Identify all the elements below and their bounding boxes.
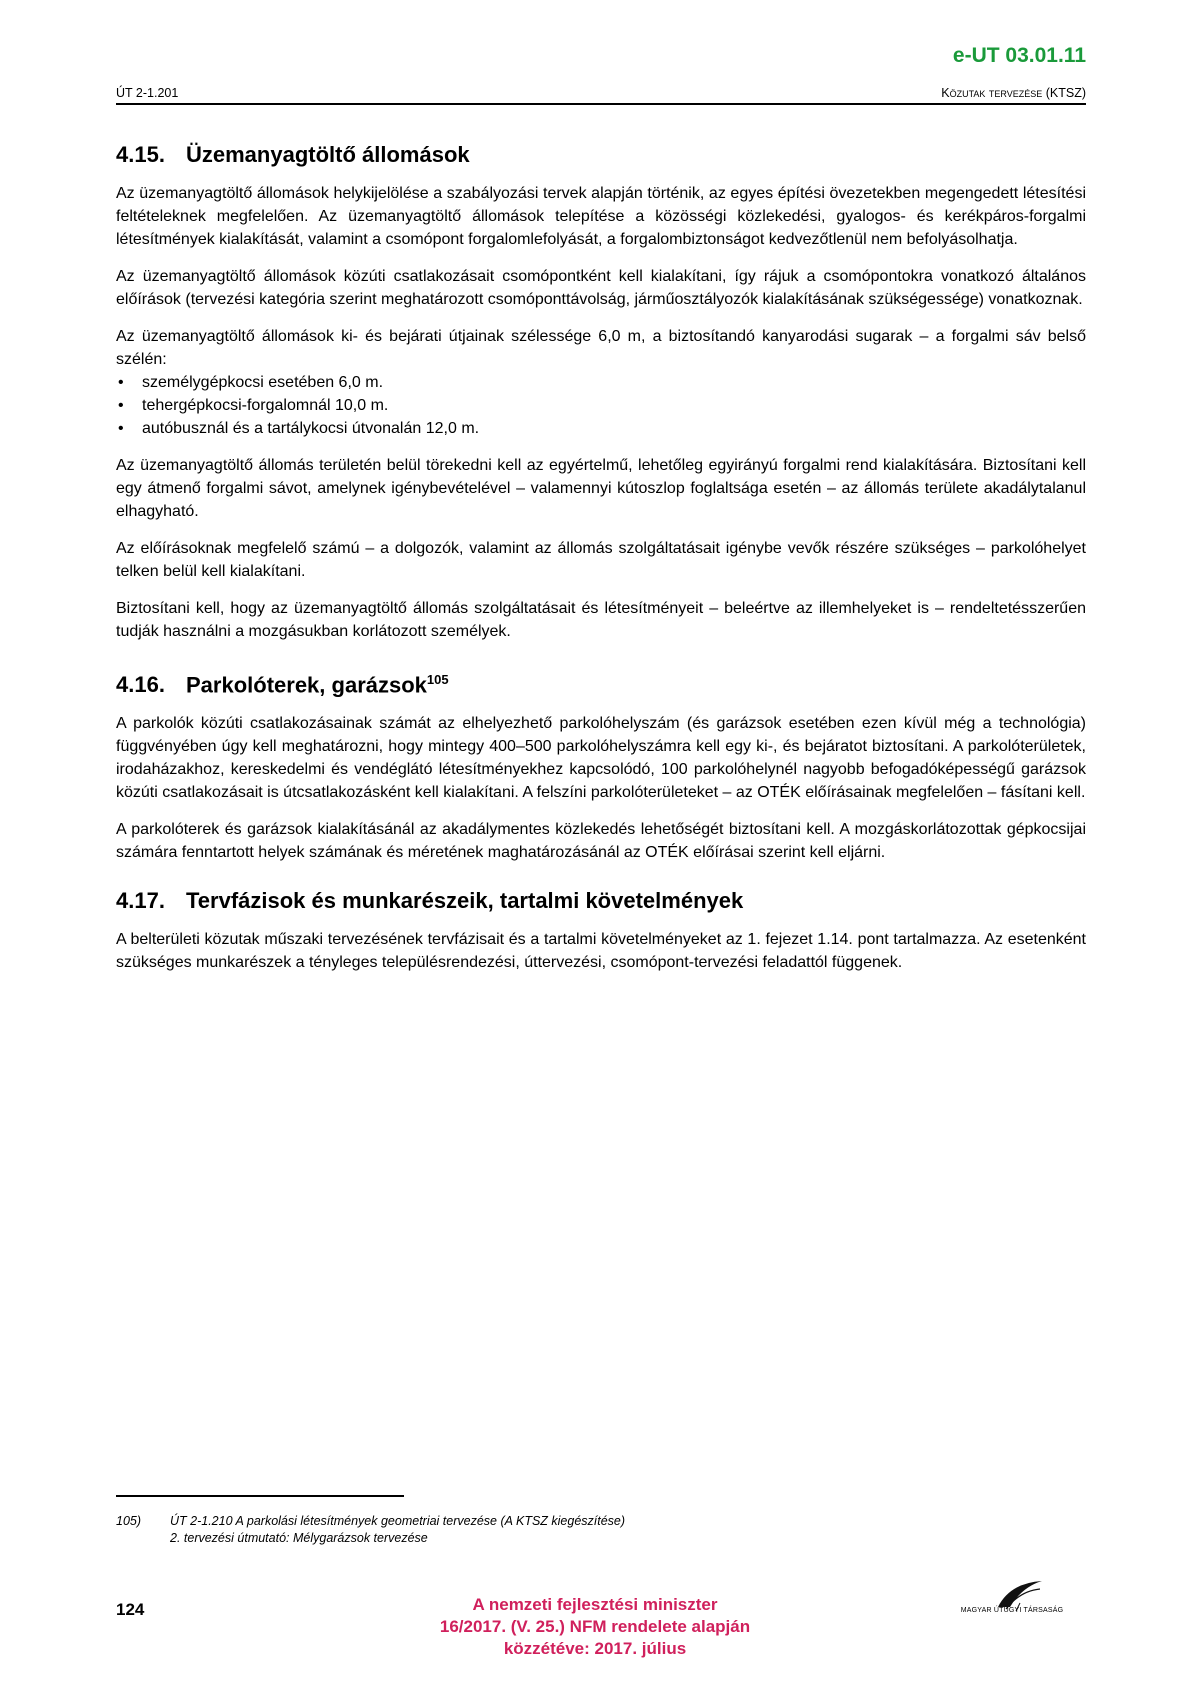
paragraph: Biztosítani kell, hogy az üzemanyagtöltő állomás szolgáltatásait és létesítményeit – beleértve az illemhelyeket is – rendeltetésszerűen tudják használni a mozgásukban korlátozott személyek.	[116, 600, 1086, 640]
section-number: 4.17.	[116, 888, 165, 914]
list-item-text: tehergépkocsi-forgalomnál 10,0 m.	[142, 397, 389, 414]
paragraph: Az üzemanyagtöltő állomások ki- és bejárati útjainak szélessége 6,0 m, a biztosítandó kanyarodási sugarak – a forgalmi sáv belső szélén:	[116, 328, 1086, 368]
footnote-rule	[116, 1495, 404, 1497]
page-number: 124	[116, 1600, 145, 1619]
section-title: Tervfázisok és munkarészeik, tartalmi követelmények	[186, 888, 744, 914]
paragraph: Az előírásoknak megfelelő számú – a dolgozók, valamint az állomás szolgáltatásait igénybe vevők részére szükséges – parkolóhelyet telken belül kell kialakítani.	[116, 540, 1086, 580]
page-content	[116, 140, 1086, 996]
publisher-note	[400, 1594, 790, 1660]
section-heading	[116, 140, 1086, 170]
list-item-text: autóbusznál és a tartálykocsi útvonalán 12,0 m.	[142, 420, 480, 437]
paragraph: A parkolóterek és garázsok kialakításánál az akadálymentes közlekedés lehetőségét biztosítani kell. A mozgáskorlátozottak gépkocsijai számára fenntartott helyek számának és méretének maghatározásánál az OTÉK előírásai szerint kell eljárni.	[116, 821, 1086, 862]
footnote	[116, 1513, 625, 1547]
bullet-icon: •	[118, 420, 124, 437]
section-4-16	[116, 665, 1086, 864]
section-number: 4.16.	[116, 672, 165, 698]
footnote-line: ÚT 2-1.210 A parkolási létesítmények geometriai tervezése (A KTSZ kiegészítése)	[170, 1514, 626, 1528]
section-title: Parkolóterek, garázsok	[186, 672, 427, 698]
bullet-icon: •	[118, 397, 124, 414]
header-document-title: Közutak tervezése (KTSZ)	[941, 86, 1086, 100]
header-standard-number: ÚT 2-1.201	[116, 86, 179, 100]
section-4-15	[116, 140, 1086, 643]
section-heading	[116, 886, 1086, 916]
list-item-text: személygépkocsi esetében 6,0 m.	[142, 374, 384, 391]
publisher-line: A nemzeti fejlesztési miniszter	[472, 1595, 718, 1614]
footnote-reference[interactable]: 105	[426, 672, 449, 687]
logo-text: MAGYAR ÚTÜGYI TÁRSASÁG	[960, 1607, 1064, 1614]
footnote-number: 105)	[116, 1514, 142, 1528]
paragraph: Az üzemanyagtöltő állomás területén belül törekedni kell az egyértelmű, lehetőleg egyirányú forgalmi rend kialakítására. Biztosítani kell egy átmenő forgalmi sávot, amelynek igénybevételével – valamennyi kútoszlop foglaltsága esetén – az állomás területe akadálytalanul elhagyható.	[116, 457, 1086, 520]
section-number: 4.15.	[116, 142, 165, 167]
section-title: Üzemanyagtöltő állomások	[186, 142, 470, 167]
document-code: e-UT 03.01.11	[952, 44, 1086, 67]
paragraph: Az üzemanyagtöltő állomások közúti csatlakozásait csomópontként kell kialakítani, így rájuk a csomópontokra vonatkozó általános előírások (tervezési kategória szerint meghatározott csomóponttávolság, járműosztályozók kialakításának szükségessége) vonatkoznak.	[116, 268, 1086, 308]
paragraph: A parkolók közúti csatlakozásainak számát az elhelyezhető parkolóhelyszám (és garázsok esetében ezen kívül még a technológia) függvényében úgy kell meghatározni, hogy mintegy 400–500 parkolóhelyszámra kell egy ki-, és bejáratot biztosítani. A parkolóterületek, irodaházakhoz, kereskedelmi és vendéglátó létesítményekhez kapcsolódó, 100 parkolóhelynél nagyobb befogadóképességű garázsok közúti csatlakozásait is útcsatlakozásként kell kialakítani. A felszíni parkolóterületeket – az OTÉK előírásainak megfelelően – fásítani kell.	[116, 715, 1086, 802]
publisher-line: közzétéve: 2017. július	[503, 1639, 687, 1658]
bullet-icon: •	[118, 374, 124, 391]
publisher-line: 16/2017. (V. 25.) NFM rendelete alapján	[439, 1617, 751, 1636]
list-item	[116, 394, 1086, 417]
bullet-list	[116, 371, 1086, 440]
footnote-line: 2. tervezési útmutató: Mélygarázsok tervezése	[170, 1531, 428, 1545]
list-item	[116, 371, 1086, 394]
header-rule	[116, 103, 1086, 105]
list-item	[116, 417, 1086, 440]
paragraph: Az üzemanyagtöltő állomások helykijelölése a szabályozási tervek alapján történik, az egyes építési övezetekben megengedett létesítési feltételeknek megfelelően. Az üzemanyagtöltő állomások telepítése a közösségi közlekedési, gyalogos- és kerékpáros-forgalmi létesítmények kialakítását, valamint a csomópont forgalomlefolyását, a forgalombiztonságot kedvezőtlenül nem befolyásolhatja.	[116, 185, 1086, 248]
section-heading	[116, 665, 1086, 700]
paragraph: A belterületi közutak műszaki tervezésének tervfázisait és a tartalmi követelményeket az 1. fejezet 1.14. pont tartalmazza. Az esetenként szükséges munkarészek a tényleges településrendezési, úttervezési, csomópont-tervezési feladattól függenek.	[116, 931, 1086, 972]
section-4-17	[116, 886, 1086, 974]
